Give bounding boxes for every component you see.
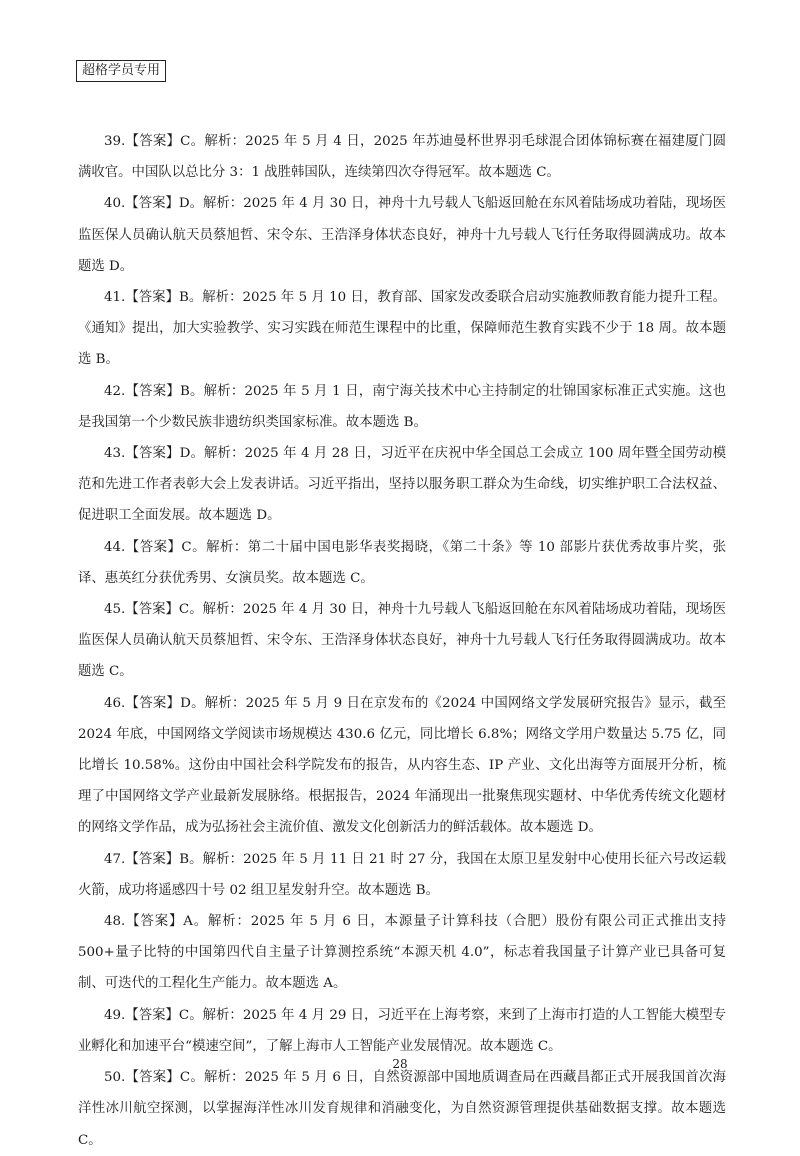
answer-entry-40: 40.【答案】D。解析：2025 年 4 月 30 日，神舟十九号载人飞船返回舱在东风着陆场成功着陆，现场医监医保人员确认航天员蔡旭哲、宋令东、王浩泽身体状态良好，神舟十九号载人飞行任务取得圆满成功。故本题选 D。 — [78, 196, 726, 274]
answer-entry-49: 49.【答案】C。解析：2025 年 4 月 29 日，习近平在上海考察，来到了上海市打造的人工智能大模型专业孵化和加速平台“模速空间”，了解上海市人工智能产业发展情况。故本题选 C。 — [78, 1007, 726, 1054]
exclusive-label: 超格学员专用 — [76, 60, 166, 82]
answer-entry-41: 41.【答案】B。解析：2025 年 5 月 10 日，教育部、国家发改委联合启动实施教师教育能力提升工程。《通知》提出，加大实验教学、实习实践在师范生课程中的比重，保障师范生教育实践不少于 18 周。故本题选 B。 — [78, 290, 726, 368]
answer-entry-39: 39.【答案】C。解析：2025 年 5 月 4 日，2025 年苏迪曼杯世界羽毛球混合团体锦标赛在福建厦门圆满收官。中国队以总比分 3：1 战胜韩国队，连续第四次夺得冠军。故本题选 C。 — [78, 134, 726, 181]
answer-entry-42: 42.【答案】B。解析：2025 年 5 月 1 日，南宁海关技术中心主持制定的壮锦国家标准正式实施。这也是我国第一个少数民族非遗纺织类国家标准。故本题选 B。 — [78, 383, 726, 430]
answer-list — [78, 126, 726, 1156]
answer-entry-44: 44.【答案】C。解析：第二十届中国电影华表奖揭晓，《第二十条》等 10 部影片获优秀故事片奖，张译、惠英红分获优秀男、女演员奖。故本题选 C。 — [78, 539, 726, 586]
page-number: 28 — [392, 1057, 408, 1071]
answer-entry-43: 43.【答案】D。解析：2025 年 4 月 28 日，习近平在庆祝中华全国总工会成立 100 周年暨全国劳动模范和先进工作者表彰大会上发表讲话。习近平指出，坚持以服务职工群众为生命线，切实维护职工合法权益、促进职工全面发展。故本题选 D。 — [78, 446, 726, 524]
answer-entry-46: 46.【答案】D。解析：2025 年 5 月 9 日在京发布的《2024 中国网络文学发展研究报告》显示，截至 2024 年底，中国网络文学阅读市场规模达 430.6 亿元，同比增长 6.8%；网络文学用户数量达 5.75 亿，同比增长 10.58%。这份由中国社会科学院发布的报告，从内容生态、IP 产业、文化出海等方面展开分析，梳理了中国网络文学产业最新发展脉络。根据报告，2024 年涌现出一批聚焦现实题材、中华优秀传统文化题材的网络文学作品，成为弘扬社会主流价值、激发文化创新活力的鲜活载体。故本题选 D。 — [78, 695, 726, 836]
answer-entry-50: 50.【答案】C。解析：2025 年 5 月 6 日，自然资源部中国地质调查局在西藏昌都正式开展我国首次海洋性冰川航空探测，以掌握海洋性冰川发育规律和消融变化，为自然资源管理提供基础数据支撑。故本题选 C。 — [78, 1070, 726, 1148]
answer-entry-48: 48.【答案】A。解析：2025 年 5 月 6 日，本源量子计算科技（合肥）股份有限公司正式推出支持 500+量子比特的中国第四代自主量子计算测控系统“本源天机 4.0”，标志着我国量子计算产业已具备可复制、可迭代的工程化生产能力。故本题选 A。 — [78, 914, 726, 992]
answer-entry-45: 45.【答案】C。解析：2025 年 4 月 30 日，神舟十九号载人飞船返回舱在东风着陆场成功着陆，现场医监医保人员确认航天员蔡旭哲、宋令东、王浩泽身体状态良好，神舟十九号载人飞行任务取得圆满成功。故本题选 C。 — [78, 602, 726, 680]
answer-entry-47: 47.【答案】B。解析：2025 年 5 月 11 日 21 时 27 分，我国在太原卫星发射中心使用长征六号改运载火箭，成功将遥感四十号 02 组卫星发射升空。故本题选 B。 — [78, 851, 726, 898]
